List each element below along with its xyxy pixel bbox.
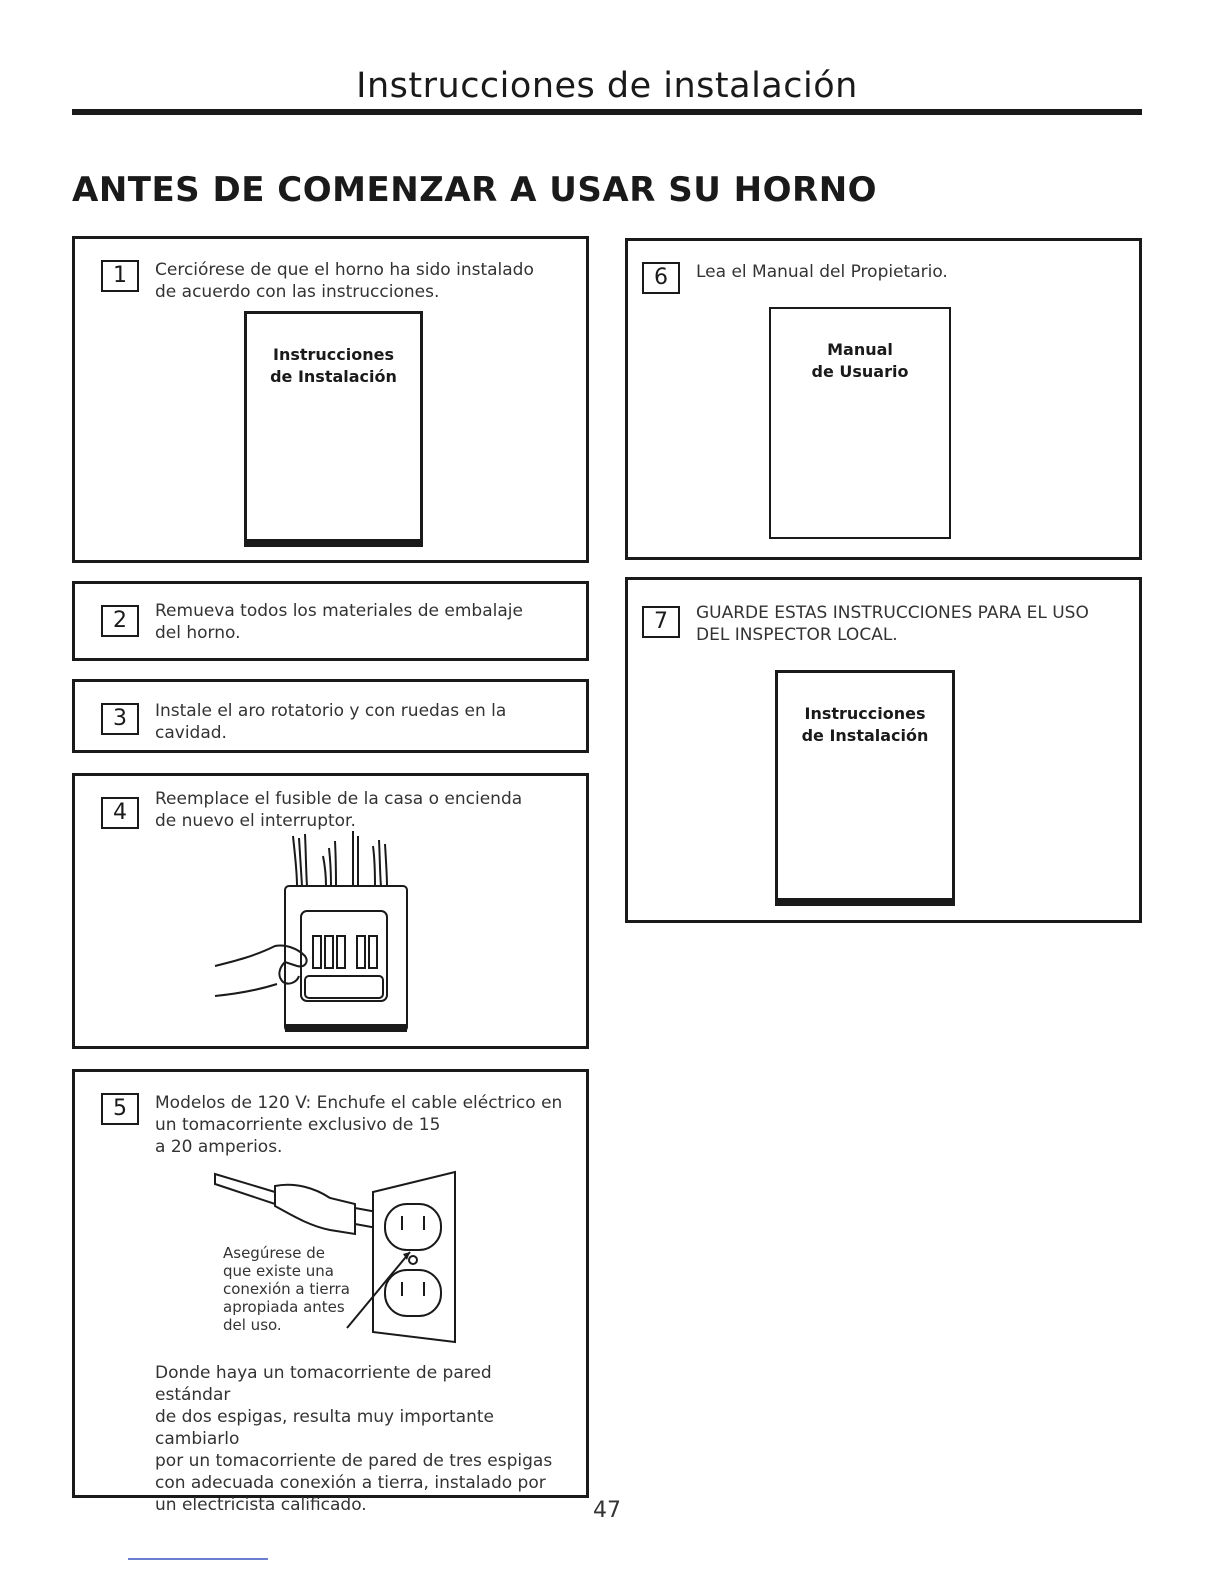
step-7-number: 7: [642, 606, 680, 638]
step-7-text: GUARDE ESTAS INSTRUCCIONES PARA EL USO DEL INSPECTOR LOCAL.: [696, 603, 1089, 645]
step-1-box: [72, 236, 589, 563]
step-5-text: Modelos de 120 V: Enchufe el cable eléctrico en un tomacorriente exclusivo de 15 a 20 amperios.: [155, 1093, 563, 1157]
step-2-text: Remueva todos los materiales de embalaje del horno.: [155, 601, 523, 643]
step-7-box: [625, 577, 1142, 923]
installation-booklet-label-2: Instrucciones de Instalación: [801, 704, 929, 745]
step-4-text: Reemplace el fusible de la casa o encienda de nuevo el interruptor.: [155, 789, 523, 831]
step-1-text: Cerciórese de que el horno ha sido instalado de acuerdo con las instrucciones.: [155, 260, 534, 302]
section-title: ANTES DE COMENZAR A USAR SU HORNO: [72, 170, 878, 210]
breaker-panel-illustration: [205, 826, 485, 1041]
step-6-box: [625, 238, 1142, 560]
step-3-number: 3: [101, 703, 139, 735]
installation-booklet-label: Instrucciones de Instalación: [270, 345, 397, 386]
step-5-box: [72, 1069, 589, 1515]
step-4-box: [72, 773, 589, 1049]
bottom-link-rule: [128, 1558, 268, 1560]
step-3-box: [72, 679, 589, 753]
step-4-number: 4: [101, 797, 139, 829]
step-5-note: Donde haya un tomacorriente de pared estándar de dos espigas, resulta muy importante cambiarlo por un tomacorriente de pared de tres espigas con adecuada conexión a tierra, instalado por un electricista calificado.: [155, 1363, 553, 1515]
step-6-number: 6: [642, 262, 680, 294]
page-number: 47: [593, 1498, 621, 1523]
installation-booklet-illustration: [244, 311, 423, 547]
page-header-title: Instrucciones de instalación: [356, 66, 858, 106]
step-1-number: 1: [101, 260, 139, 292]
user-manual-label: Manual de Usuario: [811, 340, 909, 381]
step-2-number: 2: [101, 605, 139, 637]
step-5-number: 5: [101, 1093, 139, 1125]
grounding-callout: Asegúrese de que existe una conexión a tierra apropiada antes del uso.: [223, 1244, 350, 1334]
installation-booklet-illustration-2: [775, 670, 955, 906]
step-2-box: [72, 581, 589, 661]
header-rule: [72, 109, 1142, 115]
user-manual-illustration: [769, 307, 951, 539]
step-6-text: Lea el Manual del Propietario.: [696, 262, 948, 282]
step-3-text: Instale el aro rotatorio y con ruedas en la cavidad.: [155, 701, 507, 743]
